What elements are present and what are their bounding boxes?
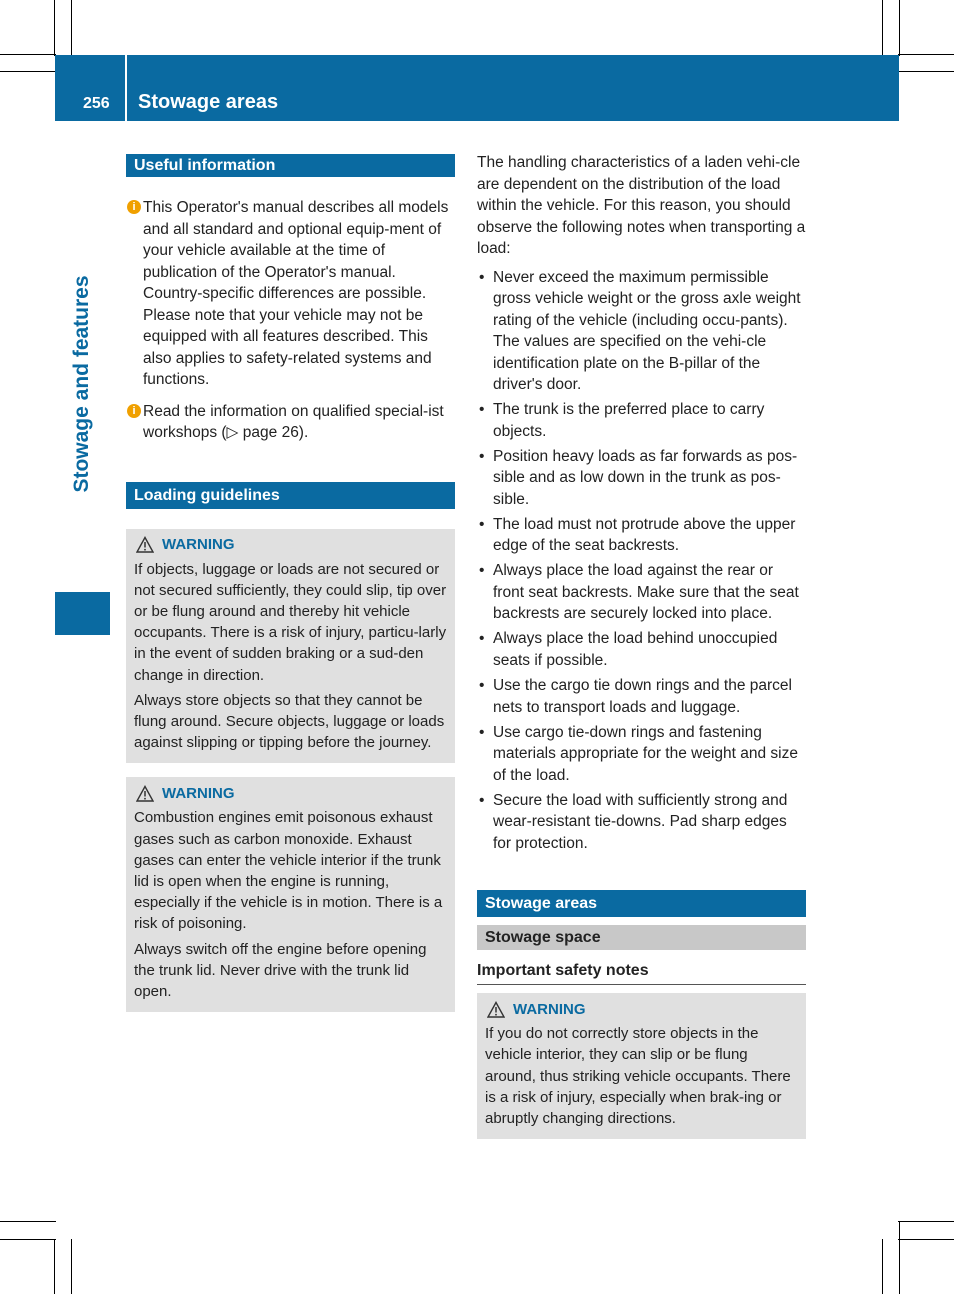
warning-triangle-icon (487, 1001, 505, 1018)
crop-mark (71, 0, 72, 56)
warning-header (134, 783, 447, 803)
crop-mark (898, 1239, 954, 1240)
page-header (55, 55, 899, 121)
crop-mark (54, 1239, 55, 1294)
chapter-tab-label: Stowage and features (70, 275, 93, 493)
warning-instruction: Always store objects so that they cannot be flung around. Secure objects, luggage or loads against slipping or tipping before the journey. (134, 691, 445, 752)
crop-mark (0, 71, 56, 72)
crop-mark (899, 1221, 900, 1294)
section-heading-useful-information: Useful information (126, 154, 455, 177)
warning-box (126, 777, 455, 1012)
header-divider (125, 55, 127, 121)
list-item: • Never exceed the maximum permissible gross vehicle weight or the gross axle weight rating of the vehicle (including occu-pants). The values are specified on the vehi-cle identification plate on the B-pillar of the driver's door. (477, 267, 806, 396)
warning-label: WARNING (162, 536, 235, 553)
info-note (126, 401, 455, 444)
subsection-heading-stowage-space: Stowage space (477, 925, 806, 950)
list-item: • Use the cargo tie down rings and the parcel nets to transport loads and luggage. (477, 675, 806, 718)
info-note (126, 197, 455, 391)
crop-mark (0, 1221, 56, 1222)
info-icon: i (127, 200, 141, 214)
warning-header (134, 535, 447, 555)
info-note-text: Read the information on qualified special-ist workshops (▷ page 26). (143, 402, 444, 441)
chapter-tab-marker (55, 592, 110, 635)
list-item: • The trunk is the preferred place to carry objects. (477, 399, 806, 442)
section-heading-stowage-areas: Stowage areas (477, 890, 806, 917)
crop-mark (0, 54, 56, 55)
crop-mark (882, 0, 883, 56)
list-item: • The load must not protrude above the upper edge of the seat backrests. (477, 514, 806, 557)
crop-mark (898, 1221, 954, 1222)
warning-text: If objects, luggage or loads are not secured or not secured sufficiently, they could slip, tip over or be flung around and thereby hit vehicle occupants. There is a risk of injury, particu-larly in the event of sudden braking or a sud-den change in direction. (134, 560, 447, 684)
warning-box (477, 993, 806, 1139)
warning-instruction: Always switch off the engine before opening the trunk lid. Never drive with the trunk lid open. (134, 940, 427, 1000)
list-item: • Use cargo tie-down rings and fastening materials appropriate for the weight and size of the load. (477, 722, 806, 787)
warning-text: If you do not correctly store objects in the vehicle interior, they can slip or be flung around, thus striking vehicle occupants. There is a risk of injury, especially when brak-ing or abruptly changing directions. (485, 1025, 791, 1128)
safety-notes-heading: Important safety notes (477, 962, 806, 985)
page-title: Stowage areas (138, 91, 279, 113)
crop-mark (898, 54, 954, 55)
crop-mark (882, 1239, 883, 1294)
page-number: 256 (83, 95, 110, 112)
warning-header (485, 999, 798, 1019)
crop-mark (899, 0, 900, 56)
list-item: • Secure the load with sufficiently strong and wear-resistant tie-downs. Pad sharp edges for protection. (477, 790, 806, 855)
crop-mark (54, 0, 55, 56)
section-heading-loading-guidelines: Loading guidelines (126, 482, 455, 509)
info-icon: i (127, 404, 141, 418)
crop-mark (0, 1239, 56, 1240)
left-column (126, 154, 455, 1012)
loading-rules-list (477, 267, 806, 855)
warning-triangle-icon (136, 785, 154, 802)
warning-label: WARNING (513, 1000, 586, 1018)
warning-box (126, 529, 455, 764)
crop-mark (898, 71, 954, 72)
right-column (477, 152, 806, 1139)
list-item: • Always place the load behind unoccupied seats if possible. (477, 628, 806, 671)
crop-mark (71, 1239, 72, 1294)
warning-text: Combustion engines emit poisonous exhaust gases such as carbon monoxide. Exhaust gases can enter the vehicle interior if the trunk lid is open when the engine is running, especially if the vehicle is in motion. There is a risk of poisoning. (134, 809, 443, 933)
intro-paragraph: The handling characteristics of a laden vehi-cle are dependent on the distribution of the load within the vehicle. For this reason, you should observe the following notes when transporting a load: (477, 154, 806, 257)
list-item: • Position heavy loads as far forwards as pos-sible and as low down in the trunk as pos-sible. (477, 446, 806, 511)
warning-label: WARNING (162, 784, 235, 802)
warning-triangle-icon (136, 536, 154, 553)
list-item: • Always place the load against the rear or front seat backrests. Make sure that the seat backrests are securely locked into place. (477, 560, 806, 625)
info-note-text: This Operator's manual describes all models and all standard and optional equip-ment of your vehicle available at the time of publication of the Operator's manual. Country-specific differences are possible. Please note that your vehicle may not be equipped with all features described. This also applies to safety-related systems and functions. (143, 199, 449, 388)
chapter-tab (55, 150, 110, 635)
